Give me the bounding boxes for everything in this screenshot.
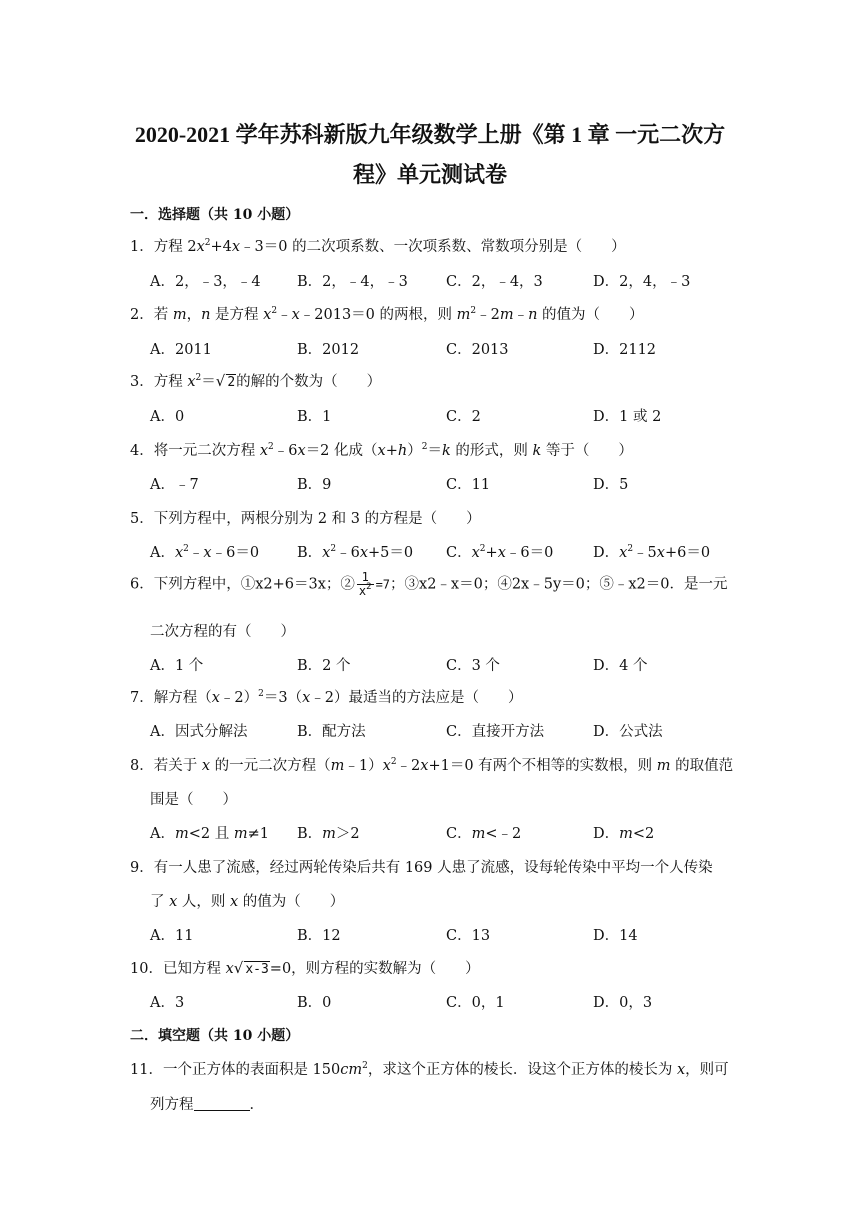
option-b: B．m＞2: [297, 826, 360, 842]
option-b: B．1: [297, 409, 332, 425]
option-c: C．0，1: [446, 995, 505, 1011]
question-1-options: [150, 270, 750, 290]
question-6-options: [150, 654, 750, 674]
option-a: A．2011: [150, 342, 212, 358]
option-c: C．2，﹣4，3: [446, 274, 543, 290]
question-3-options: [150, 405, 750, 425]
option-a: A．因式分解法: [150, 724, 248, 740]
option-b: B．$x^2﹣6x+5=0$: [297, 544, 414, 561]
question-5: 5．下列方程中，两根分别为 2 和 3 的方程是（ ）: [130, 511, 481, 527]
option-d: D．0，3: [593, 995, 653, 1011]
option-a: A．3: [150, 995, 185, 1011]
question-9-continued: 了 x 人，则 x 的值为（ ）: [150, 894, 345, 910]
question-2-options: [150, 338, 750, 358]
question-10: 10．已知方程 x√ x-3=0，则方程的实数解为（ ）: [130, 959, 480, 977]
option-c: C．11: [446, 477, 491, 493]
section-fill-in-blank: 二．填空题（共 10 小题）: [130, 1028, 300, 1044]
option-b: B．2 个: [297, 658, 351, 674]
question-8-options: [150, 822, 750, 842]
option-b: B．2012: [297, 342, 360, 358]
question-9-options: [150, 924, 750, 944]
option-a: A．2，﹣3，﹣4: [150, 274, 261, 290]
option-c: C．m<﹣2: [446, 826, 522, 842]
option-d: D．14: [593, 928, 638, 944]
option-c: C．13: [446, 928, 491, 944]
option-b: B．配方法: [297, 724, 366, 740]
question-11-continued: 列方程 ．: [150, 1097, 264, 1113]
option-b: B．0: [297, 995, 332, 1011]
question-3: 3．方程 $x^2=√$ 2的解的个数为（ ）: [130, 372, 382, 390]
question-4: 4．将一元二次方程 $x^2﹣6x=2$ 化成$(x+h)^2=k$ 的形式，则 k 等于（ ）: [130, 442, 633, 459]
option-c: C．直接开方法: [446, 724, 545, 740]
question-1: 1．方程 $2x^2+4x﹣3=0$ 的二次项系数、一次项系数、常数项分别是（ ）: [130, 238, 626, 255]
option-a: A．﹣7: [150, 477, 199, 493]
option-c: C．2: [446, 409, 481, 425]
question-6-continued: 二次方程的有（ ）: [150, 624, 295, 640]
option-b: B．9: [297, 477, 332, 493]
title-line-1: 2020-2021 学年苏科新版九年级数学上册《第 1 章 一元二次方: [134, 122, 726, 147]
option-c: C．$x^2+x﹣6=0$: [446, 544, 554, 561]
question-5-options: [150, 541, 750, 561]
option-a: A．0: [150, 409, 185, 425]
option-d: D．2112: [593, 342, 657, 358]
question-2: 2．若 m，n 是方程 $x^2﹣x﹣2013=0$ 的两根，则 $m^2﹣2m﹣n$ 的值为（ ）: [130, 306, 644, 323]
option-c: C．3 个: [446, 658, 500, 674]
question-9: 9．有一人患了流感，经过两轮传染后共有 169 人患了流感，设每轮传染中平均一个人传染: [130, 860, 713, 876]
title-line-2: 程》单元测试卷: [352, 162, 507, 187]
option-d: D．5: [593, 477, 629, 493]
option-a: A．m<2 且 m≠1: [150, 826, 269, 842]
sqrt-radicand: 2: [227, 375, 236, 390]
option-a: A．$x^2﹣x﹣6=0$: [150, 544, 260, 561]
question-6: 6．下列方程中，①x2+6＝3x；② $\frac{1}{x^2}$ =7；③x2﹣x＝0；④2x﹣5y＝0；⑤﹣x2＝0．是一元: [130, 570, 728, 598]
option-d: D．4 个: [593, 658, 648, 674]
sqrt-symbol: √: [233, 959, 244, 977]
option-a: A．11: [150, 928, 194, 944]
option-a: A．1 个: [150, 658, 204, 674]
fraction-one-over-x-squared: $\frac{1}{x^2}$: [358, 570, 372, 598]
sqrt-radicand: x-3: [245, 962, 269, 977]
question-4-options: [150, 473, 750, 493]
option-d: D．1 或 2: [593, 409, 662, 425]
option-b: B．2，﹣4，﹣3: [297, 274, 408, 290]
option-b: B．12: [297, 928, 341, 944]
question-8-continued: 围是（ ）: [150, 792, 237, 808]
question-7-options: [150, 720, 750, 740]
option-d: D．m<2: [593, 826, 655, 842]
question-7: 7．解方程（x﹣2）$^2$＝3（x﹣2）最适当的方法应是（ ）: [130, 689, 523, 706]
question-8: 8．若关于 x 的一元二次方程$(m﹣1)x^2﹣2x+1=0$ 有两个不相等的实数根，则 m 的取值范: [130, 757, 734, 774]
option-d: D．公式法: [593, 724, 663, 740]
option-c: C．2013: [446, 342, 509, 358]
section-multiple-choice: 一．选择题（共 10 小题）: [130, 207, 300, 223]
question-10-options: [150, 991, 750, 1011]
option-d: D．$x^2﹣5x+6=0$: [593, 544, 711, 561]
sqrt-symbol: √: [215, 372, 226, 390]
question-11: 11．一个正方体的表面积是 $150cm^2$，求这个正方体的棱长．设这个正方体的棱长为 x，则可: [130, 1061, 729, 1078]
answer-blank[interactable]: [194, 1096, 250, 1111]
option-d: D．2，4，﹣3: [593, 274, 691, 290]
